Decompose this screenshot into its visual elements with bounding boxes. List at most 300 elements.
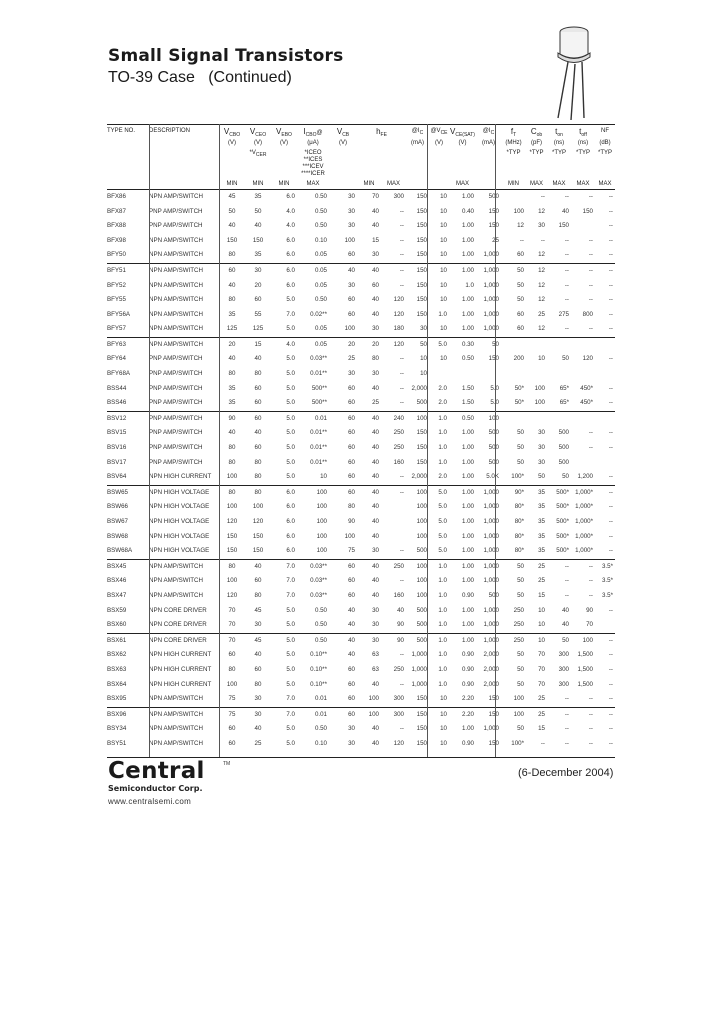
cell-icbo: 0.01**: [310, 429, 327, 437]
cell-toff: --: [588, 591, 593, 599]
cell-vceo: 40: [254, 429, 262, 437]
cell-hfe-min: 40: [372, 725, 379, 733]
min-ft: MIN: [508, 180, 519, 187]
cell-icbo: 0.03**: [310, 577, 327, 585]
cell-icbo: 0.01: [314, 695, 327, 703]
cell-type-no: BSX95: [107, 695, 127, 703]
cell-vcesat: 0.90: [461, 680, 474, 688]
cell-hfe-min: 60: [372, 281, 379, 289]
table-row: [107, 648, 615, 663]
cell-hfe-max: --: [399, 281, 404, 289]
cell-vebo: 5.0: [286, 665, 295, 673]
cell-ic: 100: [416, 518, 427, 525]
cell-nf: --: [608, 325, 613, 333]
cell-vcb: 30: [348, 281, 355, 289]
cell-hfe-max: --: [399, 207, 404, 215]
cell-description: PNP AMP/SWITCH: [149, 411, 219, 426]
cell-vcb: 90: [348, 518, 355, 525]
cell-type-no: BSX59: [107, 606, 127, 614]
cell-ic: 10: [420, 370, 427, 378]
cell-icbo: 0.50: [314, 222, 327, 230]
cell-vceo: 30: [245, 263, 271, 278]
cell-hfe-min: 30: [372, 547, 379, 555]
cell-description: NPN AMP/SWITCH: [149, 263, 219, 278]
cell-cob: 35: [526, 485, 547, 500]
cell-vebo: 5.0: [286, 651, 295, 659]
cell-vebo: 6.0: [271, 485, 297, 500]
cell-ton: --: [547, 707, 571, 722]
cell-vebo: 7.0: [286, 310, 295, 318]
cell-ft: 50: [517, 296, 524, 304]
cell-description: NPN AMP/SWITCH: [149, 695, 203, 703]
cell-vcbo: 60: [228, 725, 236, 733]
cell-hfe-min: 40: [372, 207, 379, 215]
cell-ton: 40: [562, 621, 569, 629]
cell-vcb: 100: [344, 236, 355, 244]
cell-description: NPN AMP/SWITCH: [149, 739, 203, 747]
col-icbo: $I_{CBO}@$: [303, 127, 323, 139]
cell-ft: 50: [517, 281, 524, 289]
unit-ic: (mA): [411, 140, 424, 147]
cell-toff: --: [588, 695, 593, 703]
cell-ic-sat: 150: [476, 707, 501, 722]
cell-toff: 800: [582, 310, 593, 318]
cell-description: PNP AMP/SWITCH: [149, 384, 203, 392]
cell-ic-sat: 500: [488, 429, 499, 437]
cell-vcbo: 100: [226, 680, 238, 688]
cell-vceo: 60: [245, 411, 271, 426]
cell-vcb: 30: [348, 222, 355, 230]
cell-hfe-min: 40: [372, 739, 379, 747]
cell-nf: --: [608, 429, 613, 437]
cell-nf: --: [595, 189, 615, 204]
cell-cob: 70: [538, 665, 545, 673]
cell-nf: --: [595, 633, 615, 648]
cell-vce: 1.0: [438, 310, 447, 318]
cell-type-no: BSW66: [107, 503, 128, 511]
cell-description: NPN HIGH CURRENT: [149, 473, 212, 481]
cell-cob: [526, 411, 547, 426]
cell-description: NPN AMP/SWITCH: [149, 236, 203, 244]
unit-vcesat: (V): [458, 140, 467, 147]
cell-vcesat: 1.00: [461, 518, 474, 525]
cell-hfe-max: --: [399, 251, 404, 259]
cell-ic: 150: [416, 725, 427, 733]
cell-vcb: 40: [348, 651, 355, 659]
cell-ic: 100: [416, 577, 427, 585]
cell-description: NPN CORE DRIVER: [149, 621, 207, 629]
cell-vce: [429, 367, 449, 382]
col-vce: $@V_{CE}$: [430, 128, 448, 137]
cell-ic-sat: 1,000: [483, 296, 499, 304]
cell-ic-sat: 1,000: [476, 559, 501, 574]
cell-vceo: 120: [252, 518, 264, 525]
cell-vcesat: 1.00: [461, 547, 474, 555]
unit-vceo: (V): [254, 140, 262, 147]
cell-vce: 10: [440, 725, 447, 733]
cell-ft: 50: [517, 680, 524, 688]
cell-description: NPN AMP/SWITCH: [149, 707, 219, 722]
cell-vcesat: 0.30: [449, 337, 476, 352]
cell-ic-sat: [476, 367, 501, 382]
cell-description: PNP AMP/SWITCH: [149, 370, 203, 378]
cell-ic-sat: 1,000: [483, 518, 499, 525]
cell-hfe-max: --: [399, 236, 404, 244]
cell-nf: --: [608, 310, 613, 318]
cell-type-no: BSS46: [107, 399, 127, 407]
cell-icbo: 0.03**: [297, 559, 329, 574]
cell-vcbo: 35: [228, 384, 236, 392]
cell-ton: 300: [558, 665, 569, 673]
cell-icbo: 0.10**: [310, 680, 327, 688]
cell-nf: [595, 367, 615, 382]
cell-vceo: 80: [245, 485, 271, 500]
typ-nf: *TYP: [597, 150, 612, 157]
max-vcesat: MAX: [455, 180, 469, 187]
cell-vebo: 4.0: [286, 222, 295, 230]
cell-vceo: 60: [254, 444, 262, 452]
cell-cob: 35: [538, 547, 545, 555]
cell-vcbo: 100: [226, 577, 238, 585]
cell-ft: 100*: [511, 473, 524, 481]
cell-nf: --: [608, 725, 613, 733]
cell-toff: 100: [571, 633, 595, 648]
spec-table: [107, 124, 615, 751]
cell-ton: --: [547, 263, 571, 278]
cell-ton: --: [564, 739, 569, 747]
cell-vce: 5.0: [429, 485, 449, 500]
cell-icbo: 0.10: [314, 739, 327, 747]
cell-ic: 30: [420, 325, 427, 333]
cell-vceo: 80: [254, 458, 262, 466]
cell-ic: 500: [406, 633, 429, 648]
cell-toff: 1,000*: [571, 485, 595, 500]
cell-vceo: 100: [252, 503, 264, 511]
cell-vcesat: 1.00: [461, 429, 474, 437]
company-name: Semiconductor Corp.: [108, 784, 203, 793]
cell-vcb: 100: [344, 532, 355, 540]
cell-vcbo: 125: [226, 325, 238, 333]
cell-type-no: BFX88: [107, 222, 126, 230]
cell-icbo: 0.10**: [310, 651, 327, 659]
cell-vcbo: 35: [228, 399, 236, 407]
max-hfe: MAX: [386, 180, 400, 187]
cell-ft: [501, 189, 526, 204]
cell-vce: 1.0: [429, 559, 449, 574]
cell-vcesat: 1.00: [461, 473, 474, 481]
cell-vcbo: 100: [226, 503, 238, 511]
cell-ft: 50: [501, 559, 526, 574]
cell-toff: --: [571, 263, 595, 278]
cell-nf: 3.5*: [601, 591, 613, 599]
cell-vcbo: 80: [219, 559, 245, 574]
cell-ton: --: [564, 325, 569, 333]
cell-hfe-max: 250: [381, 559, 406, 574]
cell-vcesat: 1.00: [449, 633, 476, 648]
cell-vebo: 5.0: [286, 621, 295, 629]
cell-ft: --: [519, 236, 524, 244]
typ-cob: *TYP: [529, 150, 544, 157]
table-row: [107, 248, 615, 263]
col-ton: $t_{on}$: [555, 127, 563, 139]
cell-vce: 1.0: [438, 680, 447, 688]
cell-ic-sat: 2,000: [483, 680, 499, 688]
cell-description: PNP AMP/SWITCH: [149, 207, 203, 215]
min-hfe: MIN: [363, 180, 375, 187]
cell-hfe-max: 160: [393, 591, 404, 599]
cell-vcbo: 70: [219, 633, 245, 648]
cell-cob: 70: [538, 651, 545, 659]
cell-hfe-min: 30: [372, 325, 379, 333]
cell-ft: 50: [517, 725, 524, 733]
table-row: [107, 352, 615, 367]
cell-hfe-max: 300: [381, 707, 406, 722]
cell-vcesat: 0.50: [449, 411, 476, 426]
cell-hfe-min: 40: [372, 503, 379, 511]
cell-hfe-min: 40: [372, 577, 379, 585]
cell-vce: 10: [440, 207, 447, 215]
cell-vceo: 45: [245, 633, 271, 648]
table-row: [107, 441, 615, 456]
cell-toff: 70: [586, 621, 593, 629]
cell-nf: --: [608, 444, 613, 452]
unit-icbo: (μA): [307, 140, 319, 147]
cell-hfe-max: 250: [393, 444, 404, 452]
cell-vcb: 60: [348, 458, 355, 466]
cell-ton: 500*: [547, 485, 571, 500]
cell-toff: --: [588, 281, 593, 289]
cell-vebo: 6.0: [286, 251, 295, 259]
cell-vcbo: 80: [228, 370, 236, 378]
cell-vceo: 150: [252, 236, 264, 244]
page-title: Small Signal Transistors: [108, 46, 344, 66]
cell-ft: 50: [517, 665, 524, 673]
cell-toff: --: [588, 577, 593, 585]
cell-vce: 10: [429, 189, 449, 204]
cell-nf: --: [608, 739, 613, 747]
cell-hfe-min: 25: [372, 399, 379, 407]
cell-nf: --: [608, 236, 613, 244]
cell-hfe-min: 40: [372, 591, 379, 599]
cell-vcb: 60: [348, 399, 355, 407]
cell-vcbo: 80: [219, 485, 245, 500]
cell-vceo: 30: [245, 707, 271, 722]
cell-nf: --: [608, 296, 613, 304]
cell-vcbo: 80: [228, 458, 236, 466]
cell-vce: 2.0: [438, 384, 447, 392]
table-row: [107, 677, 615, 692]
cell-description: NPN AMP/SWITCH: [149, 251, 203, 259]
cell-vcbo: 150: [226, 236, 238, 244]
cell-ic: 150: [416, 281, 427, 289]
cell-hfe-min: 15: [372, 236, 379, 244]
cell-ft: 60: [517, 325, 524, 333]
page-subtitle: [108, 69, 292, 87]
cell-vcesat: 1.00: [461, 458, 474, 466]
cell-nf: --: [608, 281, 613, 289]
cell-ic: 100: [406, 411, 429, 426]
cell-ton: 300: [558, 651, 569, 659]
cell-vcesat: 1.00: [461, 251, 474, 259]
cell-vce: 1.0: [438, 621, 447, 629]
cell-ft: 50: [517, 591, 524, 599]
cell-vceo: 40: [254, 355, 262, 363]
cell-hfe-max: 90: [381, 633, 406, 648]
table-row: [107, 574, 615, 589]
max-toff: MAX: [576, 180, 590, 187]
cell-hfe-min: 40: [372, 296, 379, 304]
cell-description: PNP AMP/SWITCH: [149, 399, 203, 407]
website-link[interactable]: www.centralsemi.com: [108, 797, 192, 806]
cell-vceo: 40: [254, 725, 262, 733]
cell-vcesat: 1.00: [461, 310, 474, 318]
cell-vebo: 6.0: [271, 263, 297, 278]
cell-ft: 80*: [514, 547, 524, 555]
cell-icbo: 500**: [311, 384, 327, 392]
cell-ic: 1,000: [411, 651, 427, 659]
cell-ic-sat: 150: [488, 222, 499, 230]
typ-toff: *TYP: [575, 150, 590, 157]
cell-vceo: 35: [254, 251, 262, 259]
cell-icbo: 0.03**: [310, 591, 327, 599]
cell-hfe-min: 30: [372, 606, 379, 614]
cell-toff: 1,200: [577, 473, 593, 481]
cell-cob: 10: [538, 606, 545, 614]
cell-nf: --: [608, 518, 613, 525]
cell-nf: --: [608, 695, 613, 703]
col-vcb: $V_{CB}$: [336, 127, 350, 139]
cell-cob: 25: [538, 577, 545, 585]
unit-toff: (ns): [577, 140, 589, 147]
cell-ft: 100: [513, 695, 524, 703]
cell-hfe-max: --: [399, 473, 404, 481]
cell-vce: 5.0: [438, 503, 447, 511]
cell-hfe-max: --: [399, 384, 404, 392]
cell-hfe-min: 40: [372, 310, 379, 318]
cell-icbo: 0.05: [314, 251, 327, 259]
col-vcesat: $V_{CE(SAT)}$: [450, 127, 475, 139]
cell-vcbo: 90: [219, 411, 245, 426]
cell-ft: 50*: [514, 399, 524, 407]
cell-toff: --: [588, 739, 593, 747]
cell-toff: --: [571, 189, 595, 204]
cell-type-no: BFX98: [107, 236, 126, 244]
cell-icbo: 0.50: [314, 725, 327, 733]
cell-nf: --: [608, 399, 613, 407]
cell-toff: 1,000*: [575, 547, 593, 555]
cell-description: NPN AMP/SWITCH: [149, 325, 203, 333]
cell-vcb: 60: [348, 577, 355, 585]
cell-vce: 1.0: [429, 411, 449, 426]
cell-ic-sat: 150: [488, 695, 499, 703]
cell-hfe-min: 40: [372, 444, 379, 452]
cell-vcbo: 60: [219, 263, 245, 278]
cell-ic: 100: [416, 591, 427, 599]
cell-vceo: 60: [254, 399, 262, 407]
cell-nf: --: [608, 503, 613, 511]
cell-ic-sat: 1,000: [483, 503, 499, 511]
cell-ft: 100: [513, 207, 524, 215]
cell-hfe-max: 180: [393, 325, 404, 333]
cell-nf: --: [595, 707, 615, 722]
cell-hfe-max: --: [399, 222, 404, 230]
cell-vce: 2.0: [438, 399, 447, 407]
cell-toff: [571, 455, 595, 470]
cell-vceo: 30: [254, 695, 262, 703]
cell-vebo: 7.0: [286, 577, 295, 585]
cell-vcesat: 0.90: [461, 591, 474, 599]
cell-ton: 50: [547, 633, 571, 648]
cell-vebo: 4.0: [286, 207, 295, 215]
max-icbo: MAX: [306, 180, 320, 187]
cell-vce: 5.0: [438, 532, 447, 540]
cell-cob: 10: [538, 621, 545, 629]
table-row: [107, 470, 615, 485]
cell-type-no: BFY52: [107, 281, 126, 289]
cell-ic-sat: 1,000: [483, 281, 499, 289]
cell-cob: 100: [534, 384, 545, 392]
max-nf: MAX: [598, 180, 612, 187]
cell-hfe-max: 120: [393, 739, 404, 747]
cell-vcb: 30: [348, 739, 355, 747]
cell-ic: 150: [416, 296, 427, 304]
cell-vceo: 20: [254, 281, 262, 289]
cell-toff: 1,000*: [575, 503, 593, 511]
cell-vcesat: 1.00: [449, 189, 476, 204]
cell-description: PNP AMP/SWITCH: [149, 458, 203, 466]
cell-toff: --: [571, 707, 595, 722]
cell-cob: 15: [538, 725, 545, 733]
cell-vcb: 60: [348, 429, 355, 437]
cell-toff: --: [588, 236, 593, 244]
cell-description: PNP AMP/SWITCH: [149, 222, 203, 230]
cell-toff: --: [588, 296, 593, 304]
cell-ic-sat: 500: [488, 591, 499, 599]
cell-ic-sat: 2,000: [483, 651, 499, 659]
cell-toff: [571, 367, 595, 382]
cell-nf: 3.5*: [601, 577, 613, 585]
cell-ic: 500: [416, 399, 427, 407]
cell-hfe-min: 30: [372, 621, 379, 629]
cell-toff: 90: [586, 606, 593, 614]
continued-label: (Continued): [208, 69, 292, 86]
cell-vceo: 80: [254, 591, 262, 599]
table-row: [107, 426, 615, 441]
col-hfe: $h_{FE}$: [376, 127, 387, 139]
col-vcbo: $V_{CBO}$: [223, 127, 241, 139]
cell-vcb: 30: [348, 370, 355, 378]
cell-toff: --: [588, 429, 593, 437]
cell-type-no: BSV16: [107, 444, 127, 452]
cell-ton: 275: [558, 310, 569, 318]
cell-vcbo: 40: [228, 222, 236, 230]
cell-type-no: BFX86: [107, 189, 149, 204]
cell-vce: 1.0: [438, 665, 447, 673]
cell-vcesat: 1.0: [465, 281, 474, 289]
cell-vce: 1.0: [438, 577, 447, 585]
cell-ft: 50: [517, 651, 524, 659]
cell-nf: --: [608, 251, 613, 259]
cell-hfe-min: 100: [368, 695, 379, 703]
cell-type-no: BSX45: [107, 559, 149, 574]
table-row: [107, 515, 615, 530]
cell-toff: [571, 337, 595, 352]
to39-transistor-illustration: [546, 22, 604, 122]
cell-vce: 1.0: [429, 633, 449, 648]
cell-ic: 10: [420, 355, 427, 363]
cell-ic-sat: 1,000: [483, 325, 499, 333]
cell-vcesat: 0.90: [461, 665, 474, 673]
